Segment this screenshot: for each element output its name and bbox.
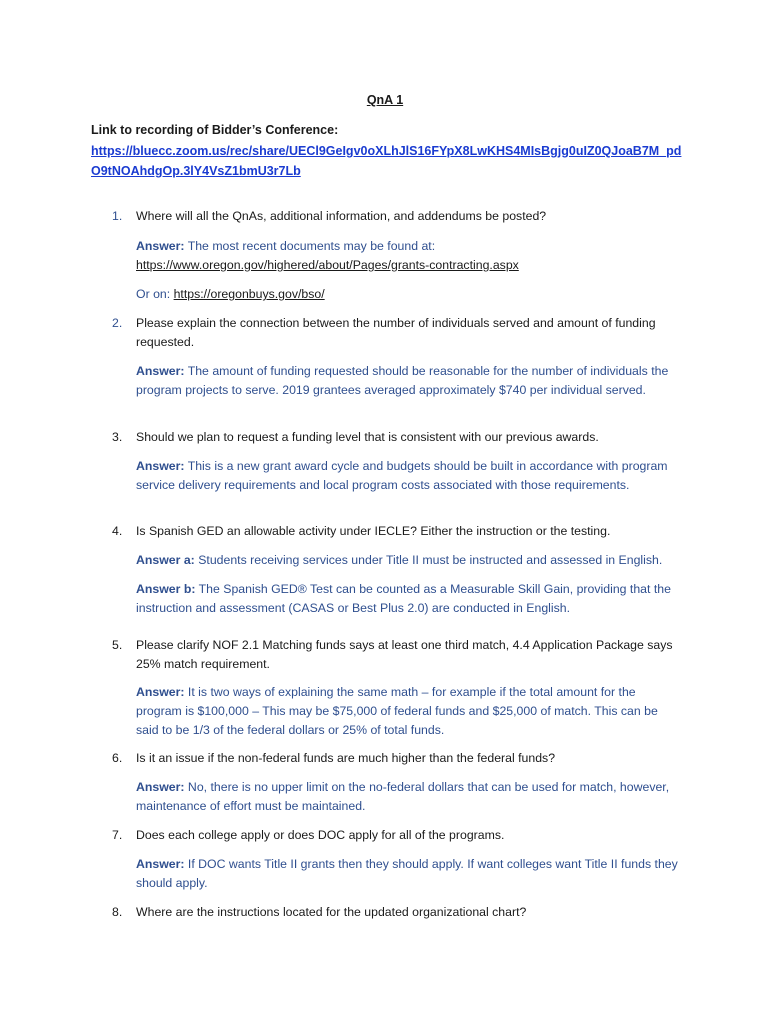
question-7 — [112, 826, 682, 845]
question-text: Please explain the connection between the number of individuals served and amount of funding requested. — [136, 316, 656, 349]
answer-3 — [136, 457, 681, 495]
question-text: Does each college apply or does DOC apply for all of the programs. — [136, 828, 505, 842]
page-title: QnA 1 — [366, 93, 404, 107]
question-text: Is it an issue if the non-federal funds are much higher than the federal funds? — [136, 751, 556, 765]
answer-text: The Spanish GED® Test can be counted as a Measurable Skill Gain, providing that the instruction and assessment (CASAS or Best Plus 2.0) are conducted in English. — [136, 582, 671, 615]
answer-2 — [136, 362, 681, 400]
question-2 — [112, 314, 682, 352]
answer-1 — [136, 237, 681, 275]
answer-text: The most recent documents may be found at: — [184, 239, 436, 253]
question-text: Is Spanish GED an allowable activity under IECLE? Either the instruction or the testing. — [136, 524, 611, 538]
question-text: Where will all the QnAs, additional information, and addendums be posted? — [136, 209, 547, 223]
answer-4a — [136, 551, 681, 570]
answer-text: This is a new grant award cycle and budgets should be built in accordance with program service delivery requirements and local program costs associated with those requirements. — [136, 459, 668, 492]
answer-text: Students receiving services under Title II must be instructed and assessed in English. — [194, 553, 663, 567]
question-1 — [112, 207, 682, 226]
grants-contracting-link[interactable]: https://www.oregon.gov/highered/about/Pages/grants-contracting.aspx — [136, 258, 519, 272]
answer-text: The amount of funding requested should be reasonable for the number of individuals the program projects to serve. 2019 grantees averaged approximately $740 per individual served. — [136, 364, 669, 397]
answer-5 — [136, 683, 681, 740]
answer-4b — [136, 580, 681, 618]
oregonbuys-link[interactable]: https://oregonbuys.gov/bso/ — [173, 287, 325, 301]
question-6 — [112, 749, 682, 768]
answer-label: Answer: — [136, 459, 185, 473]
answer-label: Answer: — [136, 780, 185, 794]
answer-text: Or on: — [136, 287, 174, 301]
question-8 — [112, 903, 682, 922]
question-5 — [112, 636, 682, 674]
question-text: Please clarify NOF 2.1 Matching funds says at least one third match, 4.4 Application Package says 25% match requirement. — [136, 638, 673, 671]
question-3 — [112, 428, 682, 447]
question-number: 8. — [112, 905, 123, 919]
answer-1b — [136, 285, 681, 304]
answer-7 — [136, 855, 681, 893]
question-number: 7. — [112, 828, 123, 842]
answer-label: Answer b: — [136, 582, 196, 596]
question-text: Should we plan to request a funding level that is consistent with our previous awards. — [136, 430, 599, 444]
recording-link[interactable]: https://bluecc.zoom.us/rec/share/UECl9GeIgv0oXLhJlS16FYpX8LwKHS4MIsBgjg0uIZ0QJoaB7M_pdO9tNOAhdgOp.3lY4VsZ1bmU3r7Lb — [91, 144, 682, 178]
question-number: 2. — [112, 316, 123, 330]
question-number: 5. — [112, 638, 123, 652]
answer-text: No, there is no upper limit on the no-federal dollars that can be used for match, however, maintenance of effort must be maintained. — [136, 780, 670, 813]
answer-text: If DOC wants Title II grants then they should apply. If want colleges want Title II funds they should apply. — [136, 857, 678, 890]
question-4 — [112, 522, 682, 541]
question-number: 4. — [112, 524, 123, 538]
answer-label: Answer: — [136, 364, 185, 378]
answer-6 — [136, 778, 681, 816]
question-number: 3. — [112, 430, 123, 444]
answer-label: Answer: — [136, 239, 185, 253]
answer-label: Answer: — [136, 857, 185, 871]
answer-text: It is two ways of explaining the same math – for example if the total amount for the program is $100,000 – This may be $75,000 of federal funds and $25,000 of match. This can be said to be 1/3 of the federal dollars or 25% of total funds. — [136, 685, 658, 737]
question-number: 6. — [112, 751, 123, 765]
question-text: Where are the instructions located for the updated organizational chart? — [136, 905, 527, 919]
answer-label: Answer: — [136, 685, 185, 699]
answer-label: Answer a: — [136, 553, 195, 567]
question-number: 1. — [112, 209, 123, 223]
recording-label: Link to recording of Bidder’s Conference: — [91, 123, 339, 137]
